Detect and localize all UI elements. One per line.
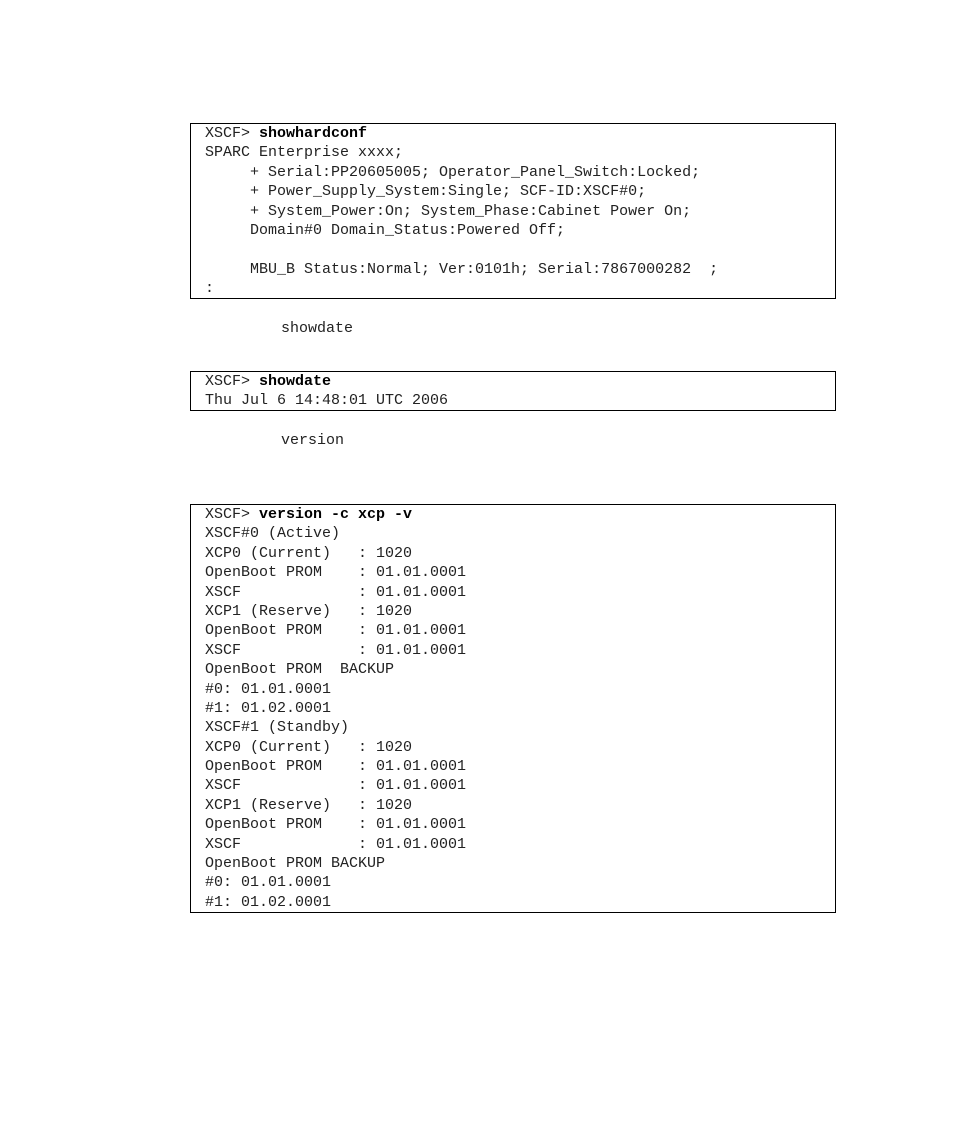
- output-line: [205, 240, 835, 259]
- output-line: SPARC Enterprise xxxx;: [205, 144, 404, 162]
- command-text: showdate: [259, 373, 332, 390]
- output-line: XCP0 (Current) : 1020: [205, 738, 413, 756]
- output-line: OpenBoot PROM : 01.01.0001: [205, 758, 467, 776]
- output-line: :: [205, 280, 215, 298]
- prompt: XSCF>: [205, 506, 260, 523]
- output-line: #1: 01.02.0001: [205, 699, 332, 717]
- output-line: OpenBoot PROM BACKUP: [205, 661, 395, 679]
- output-line: XSCF#0 (Active): [205, 525, 341, 543]
- showhardconf-code-block: [190, 123, 836, 299]
- output-line: XSCF : 01.01.0001: [205, 777, 467, 795]
- section-caption: showdate: [281, 320, 354, 337]
- output-line: + System_Power:On; System_Phase:Cabinet Power On;: [205, 202, 692, 220]
- prompt: XSCF>: [205, 125, 260, 142]
- command-text: version -c xcp -v: [259, 506, 413, 523]
- output-line: OpenBoot PROM : 01.01.0001: [205, 816, 467, 834]
- version-code-block: [190, 504, 836, 913]
- output-line: XCP1 (Reserve) : 1020: [205, 796, 413, 814]
- output-line: + Power_Supply_System:Single; SCF-ID:XSCF#0;: [205, 183, 647, 201]
- output-line: OpenBoot PROM : 01.01.0001: [205, 564, 467, 582]
- command-line: [205, 372, 835, 391]
- output-line: MBU_B Status:Normal; Ver:0101h; Serial:7867000282 ;: [205, 260, 719, 278]
- command-text: showhardconf: [259, 125, 368, 142]
- command-line: [205, 505, 835, 524]
- output-line: XSCF : 01.01.0001: [205, 583, 467, 601]
- prompt: XSCF>: [205, 373, 260, 390]
- command-line: [205, 124, 835, 143]
- output-line: XSCF : 01.01.0001: [205, 835, 467, 853]
- output-line: OpenBoot PROM : 01.01.0001: [205, 622, 467, 640]
- section-caption: version: [281, 432, 345, 449]
- output-line: #0: 01.01.0001: [205, 874, 332, 892]
- output-line: XCP0 (Current) : 1020: [205, 544, 413, 562]
- output-line: + Serial:PP20605005; Operator_Panel_Switch:Locked;: [205, 163, 701, 181]
- output-line: #1: 01.02.0001: [205, 893, 332, 911]
- output-line: Domain#0 Domain_Status:Powered Off;: [205, 221, 566, 239]
- output-line: #0: 01.01.0001: [205, 680, 332, 698]
- output-line: OpenBoot PROM BACKUP: [205, 855, 386, 873]
- output-line: XSCF#1 (Standby): [205, 719, 350, 737]
- output-line: XSCF : 01.01.0001: [205, 641, 467, 659]
- output-line: XCP1 (Reserve) : 1020: [205, 602, 413, 620]
- output-line: Thu Jul 6 14:48:01 UTC 2006: [205, 392, 449, 410]
- showdate-code-block: [190, 371, 836, 411]
